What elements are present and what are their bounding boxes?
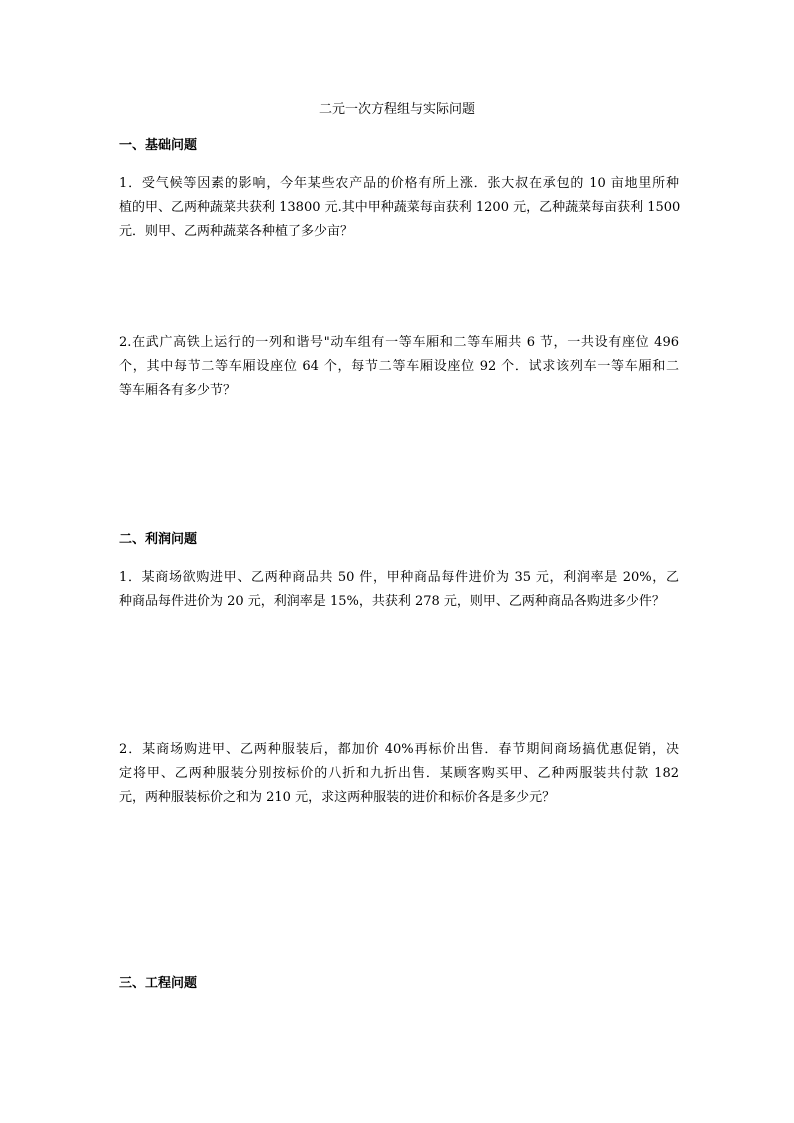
section-heading-engineering: 三、工程问题 xyxy=(119,976,198,991)
problem-line: 2．某商场购进甲、乙两种服装后，都加价 40%再标价出售．春节期间商场搞优惠促销，决 xyxy=(119,742,679,757)
problem-line: 元，两种服装标价之和为 210 元，求这两种服装的进价和标价各是多少元？ xyxy=(119,790,556,805)
problem-2-2 xyxy=(119,738,679,810)
section-heading-profit: 二、利润问题 xyxy=(119,532,198,547)
problem-line: 种商品每件进价为 20 元，利润率是 15%，共获利 278 元，则甲、乙两种商品各购进多少件？ xyxy=(119,594,665,609)
problem-line: 定将甲、乙两种服装分别按标价的八折和九折出售．某顾客购买甲、乙种两服装共付款 182 xyxy=(119,766,679,781)
problem-line: 等车厢各有多少节？ xyxy=(119,383,237,398)
problem-2-1 xyxy=(119,566,679,614)
section-heading-basic: 一、基础问题 xyxy=(119,138,198,153)
problem-line: 1．某商场欲购进甲、乙两种商品共 50 件，甲种商品每件进价为 35 元，利润率是 20%，乙 xyxy=(119,570,679,585)
problem-1-1 xyxy=(119,172,679,244)
problem-line: 元．则甲、乙两种蔬菜各种植了多少亩？ xyxy=(119,224,354,239)
problem-1-2 xyxy=(119,331,679,403)
problem-line: 个，其中每节二等车厢设座位 64 个，每节二等车厢设座位 92 个．试求该列车一等车厢和二 xyxy=(119,359,679,374)
problem-line: 植的甲、乙两种蔬菜共获利 13800 元.其中甲种蔬菜每亩获利 1200 元，乙种蔬菜每亩获利 1500 xyxy=(119,200,681,215)
document-title: 二元一次方程组与实际问题 xyxy=(318,102,475,117)
problem-line: 2.在武广高铁上运行的一列和谐号"动车组有一等车厢和二等车厢共 6 节，一共设有座位 496 xyxy=(119,335,679,350)
problem-line: 1．受气候等因素的影响，今年某些农产品的价格有所上涨．张大叔在承包的 10 亩地里所种 xyxy=(119,176,679,191)
